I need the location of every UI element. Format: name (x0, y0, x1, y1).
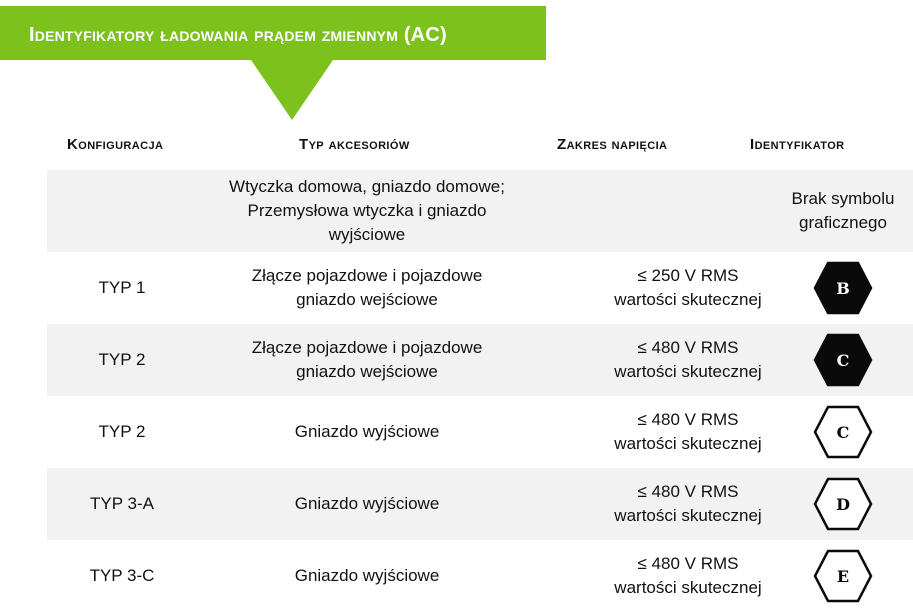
voltage-line: ≤ 480 V RMS (637, 410, 739, 429)
voltage-line: ≤ 480 V RMS (637, 482, 739, 501)
voltage-cell (603, 552, 773, 600)
identifier-cell (773, 476, 913, 532)
config-cell: TYP 3-C (89, 566, 155, 585)
header-config: Konfiguracja (67, 136, 164, 153)
identifier-cell (773, 332, 913, 388)
config-cell: TYP 2 (98, 350, 146, 369)
identifier-cell (773, 260, 913, 316)
config-cell: TYP 1 (98, 278, 146, 297)
hexagon-letter: E (836, 567, 850, 586)
voltage-line: ≤ 480 V RMS (637, 338, 739, 357)
voltage-line: wartości skutecznej (614, 434, 762, 453)
identifier-cell (773, 187, 913, 235)
identifier-text-line: graficznego (799, 213, 887, 232)
header-identifier: Identyfikator (750, 136, 845, 153)
hexagon-b-icon (813, 260, 873, 316)
voltage-line: ≤ 250 V RMS (637, 266, 739, 285)
hexagon-d-icon (813, 476, 873, 532)
identifier-cell (773, 548, 913, 604)
identifier-cell (773, 404, 913, 460)
page-title: Identyfikatory ładowania prądem zmiennym (AC) (29, 24, 447, 46)
voltage-cell (603, 336, 773, 384)
voltage-cell (603, 264, 773, 312)
accessory-type-line: gniazdo wejściowe (296, 362, 438, 381)
accessory-type-line: Gniazdo wyjściowe (294, 566, 440, 585)
voltage-cell (603, 408, 773, 456)
title-banner (0, 0, 546, 122)
table-header (47, 128, 913, 170)
table-row (47, 324, 913, 396)
banner-shape (0, 0, 546, 122)
accessory-type-line: Przemysłowa wtyczka i gniazdo (247, 201, 487, 220)
table-row (47, 396, 913, 468)
voltage-line: wartości skutecznej (614, 362, 762, 381)
identifier-text-line: Brak symbolu (791, 189, 895, 208)
accessory-type-cell (197, 420, 537, 444)
hexagon-c-icon (813, 404, 873, 460)
accessory-type-line: Złącze pojazdowe i pojazdowe (251, 266, 483, 285)
accessory-type-cell (197, 336, 537, 384)
accessory-type-cell (197, 175, 537, 247)
voltage-line: wartości skutecznej (614, 578, 762, 597)
table-row (47, 540, 913, 612)
hexagon-c-icon (813, 332, 873, 388)
accessory-type-line: wyjściowe (328, 225, 406, 244)
identifiers-table (47, 128, 913, 612)
accessory-type-cell (197, 564, 537, 588)
hexagon-letter: C (836, 351, 850, 370)
accessory-type-line: Gniazdo wyjściowe (294, 494, 440, 513)
config-cell: TYP 2 (98, 422, 146, 441)
voltage-line: wartości skutecznej (614, 290, 762, 309)
header-voltage: Zakres napięcia (557, 136, 668, 153)
hexagon-letter: D (836, 495, 850, 514)
accessory-type-line: Złącze pojazdowe i pojazdowe (251, 338, 483, 357)
accessory-type-line: Wtyczka domowa, gniazdo domowe; (229, 177, 505, 196)
table-row (47, 252, 913, 324)
accessory-type-cell (197, 492, 537, 516)
hexagon-letter: C (836, 423, 850, 442)
accessory-type-cell (197, 264, 537, 312)
accessory-type-line: Gniazdo wyjściowe (294, 422, 440, 441)
hexagon-letter: B (836, 279, 850, 298)
table-row (47, 170, 913, 252)
table-row (47, 468, 913, 540)
voltage-line: wartości skutecznej (614, 506, 762, 525)
accessory-type-line: gniazdo wejściowe (296, 290, 438, 309)
header-type: Typ akcesoriów (299, 136, 410, 153)
config-cell: TYP 3-A (90, 494, 154, 513)
hexagon-e-icon (813, 548, 873, 604)
voltage-cell (603, 480, 773, 528)
voltage-line: ≤ 480 V RMS (637, 554, 739, 573)
